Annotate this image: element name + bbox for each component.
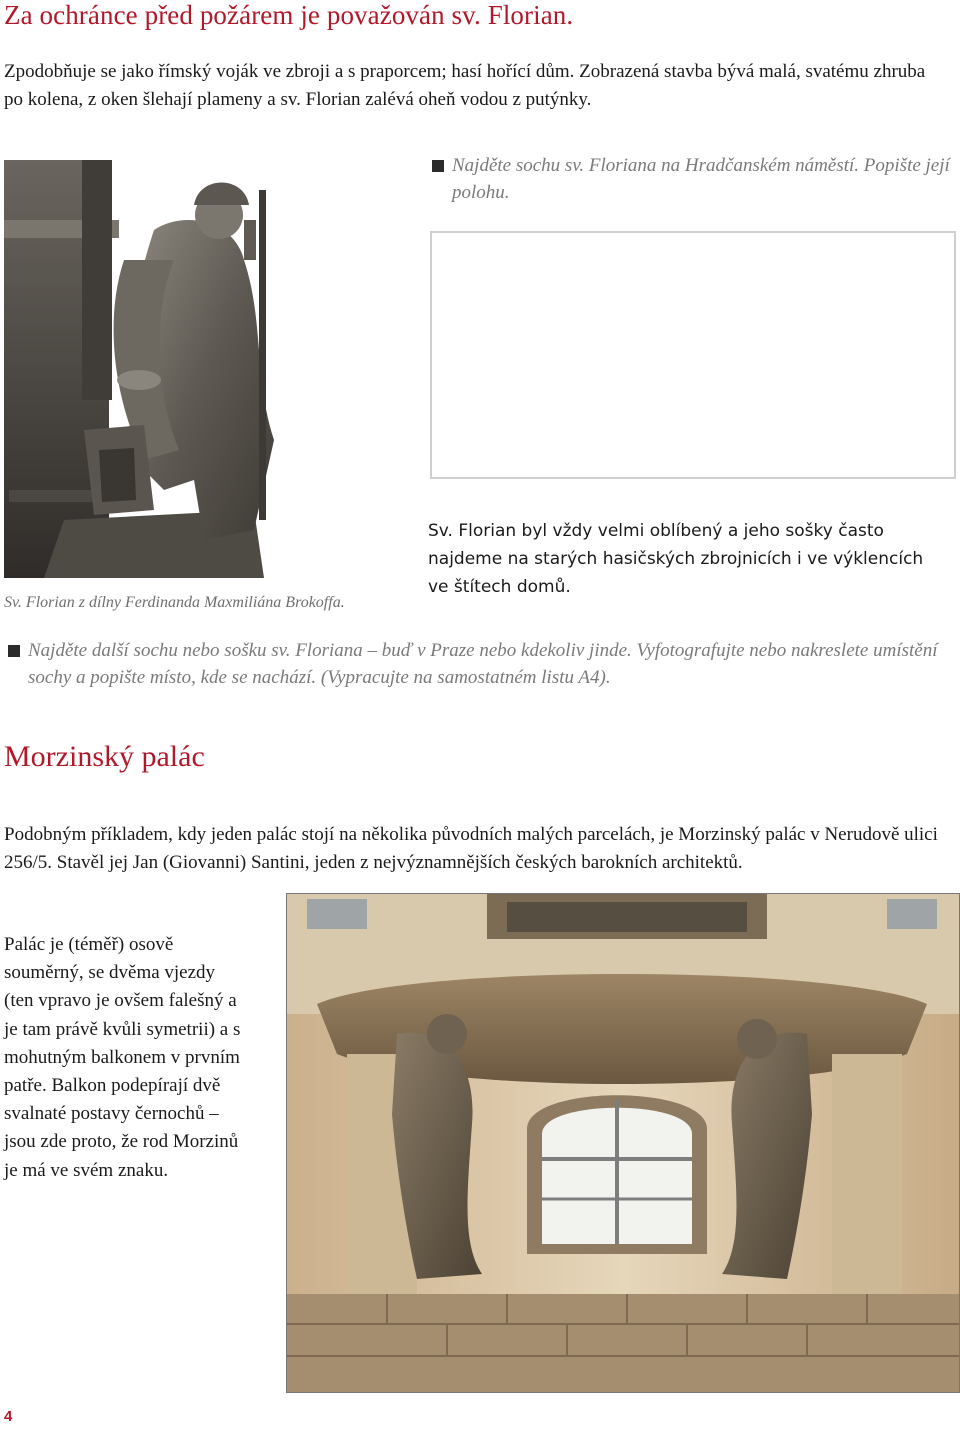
morzin-description-text: Palác je (téměř) osově souměrný, se dvěma vjezdy (ten vpravo je ovšem falešný a je tam právě kvůli symetrii) a s mohutným balkonem v prvním patře. Balkon podepírají dvě svalnaté postavy černochů – jsou zde proto, že rod Morzinů je má ve svém znaku. [4, 934, 241, 1181]
page-number: 4 [4, 1408, 13, 1425]
answer-frame[interactable] [430, 231, 956, 479]
morzin-intro-text: Podobným příkladem, kdy jeden palác stojí na několika původních malých parcelách, je Morzinský palác v Nerudově ulici 256/5. Stavěl jej Jan (Giovanni) Santini, jeden z nejvýznamnějších českých barokních architektů. [4, 824, 938, 873]
section-title-florian: Za ochránce před požárem je považován sv. Florian. [4, 0, 574, 30]
florian-intro-text: Zpodobňuje se jako římský voják ve zbroji a s praporcem; hasí hořící dům. Zobrazená stavba bývá malá, svatému zhruba po kolena, z oken šlehají plameny a sv. Florian zalévá oheň vodou z putýnky. [4, 61, 926, 110]
task-find-another-statue-text: Najděte další sochu nebo sošku sv. Floriana – buď v Praze nebo kdekoliv jinde. Vyfotografujte nebo nakreslete umístění sochy a popište místo, kde se nachází. (Vypracujte na samostatném listu A4). [28, 640, 938, 688]
statue-caption: Sv. Florian z dílny Ferdinanda Maxmiliána Brokoffa. [4, 594, 345, 611]
palace-photo [286, 893, 960, 1393]
bullet-square-icon [432, 160, 444, 172]
bullet-square-icon [8, 645, 20, 657]
section-title-morzin: Morzinský palác [4, 740, 205, 773]
statue-photo [4, 160, 379, 578]
task-find-another-statue [4, 637, 958, 691]
florian-popularity-text: Sv. Florian byl vždy velmi oblíbený a jeho sošky často najdeme na starých hasičských zbrojnicích i ve výklencích ve štítech domů. [428, 521, 924, 597]
statue-illustration [4, 160, 379, 578]
palace-illustration [287, 894, 959, 1392]
task-find-statue-text: Najděte sochu sv. Floriana na Hradčanském náměstí. Popište její polohu. [452, 155, 950, 203]
task-find-statue [432, 152, 952, 206]
